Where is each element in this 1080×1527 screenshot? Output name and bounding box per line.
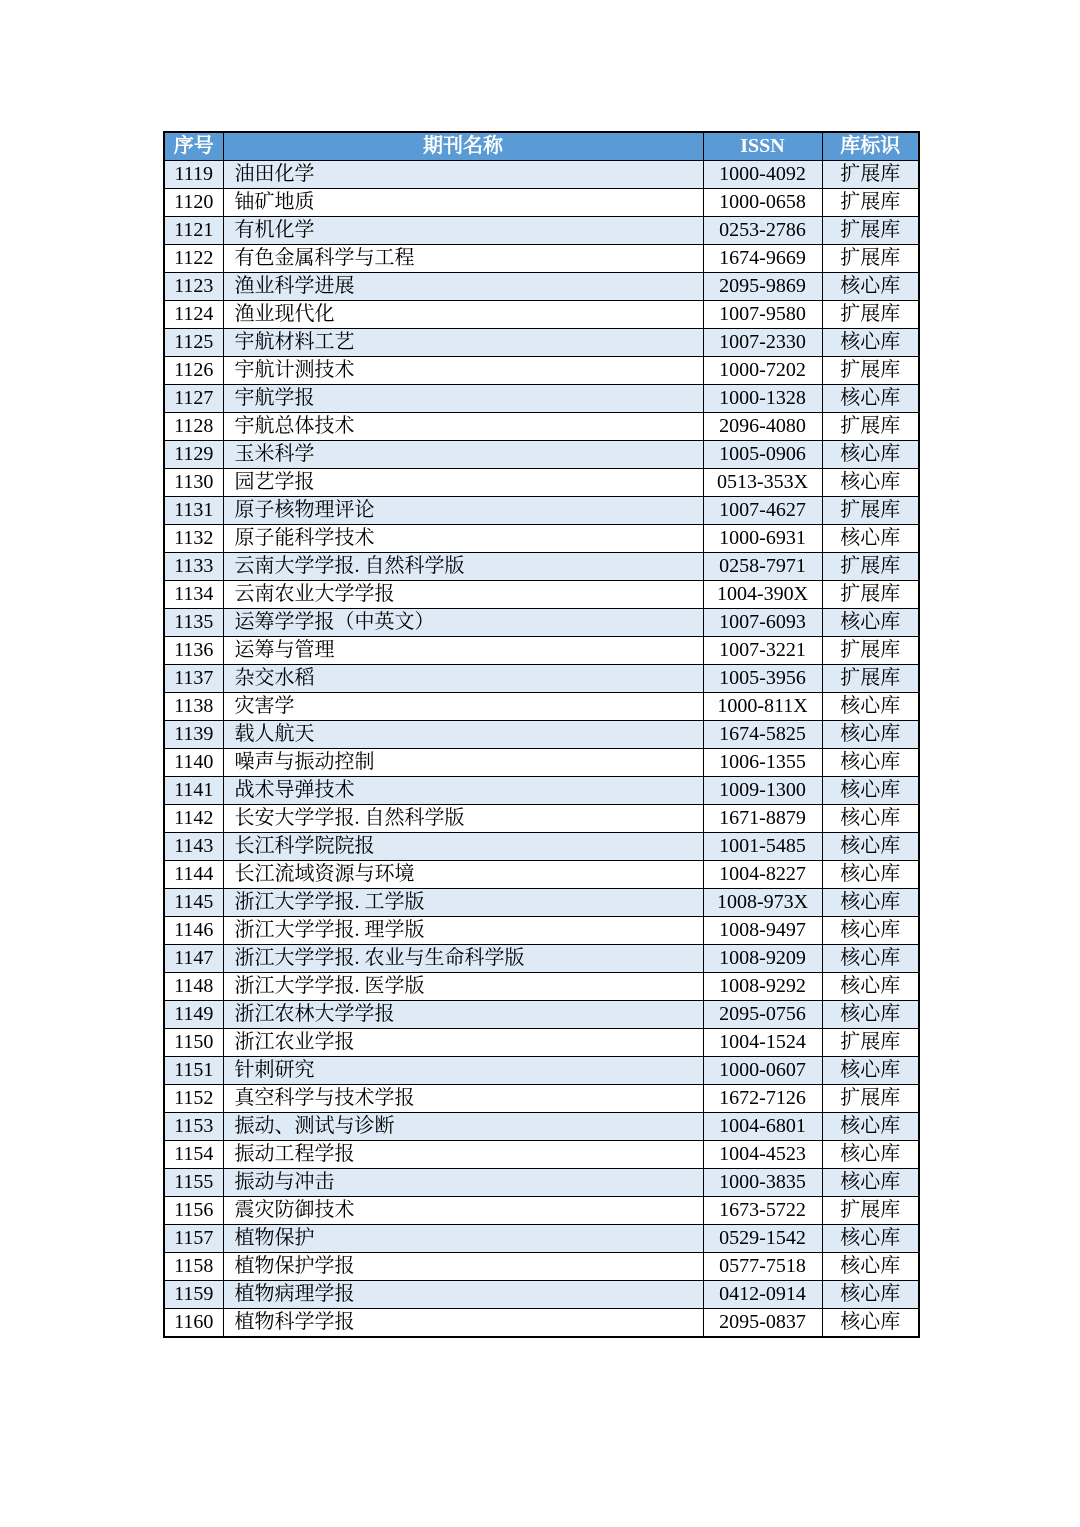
serial-number-cell: 1140 <box>164 749 223 777</box>
table-row <box>164 1309 919 1338</box>
serial-number-cell: 1119 <box>164 161 223 189</box>
issn-cell: 1007-6093 <box>703 609 822 637</box>
db-flag-cell: 核心库 <box>822 917 919 945</box>
serial-number-cell: 1138 <box>164 693 223 721</box>
table-row <box>164 413 919 441</box>
db-flag-cell: 扩展库 <box>822 581 919 609</box>
serial-number-cell: 1142 <box>164 805 223 833</box>
table-row <box>164 357 919 385</box>
journal-name-cell: 浙江农业学报 <box>223 1029 703 1057</box>
issn-cell: 0529-1542 <box>703 1225 822 1253</box>
db-flag-cell: 核心库 <box>822 1001 919 1029</box>
journal-name-cell: 运筹学学报（中英文） <box>223 609 703 637</box>
table-row <box>164 1253 919 1281</box>
issn-cell: 1008-9209 <box>703 945 822 973</box>
serial-number-cell: 1131 <box>164 497 223 525</box>
table-row <box>164 693 919 721</box>
issn-cell: 2095-9869 <box>703 273 822 301</box>
db-flag-cell: 扩展库 <box>822 301 919 329</box>
serial-number-cell: 1156 <box>164 1197 223 1225</box>
issn-cell: 1000-811X <box>703 693 822 721</box>
serial-number-cell: 1158 <box>164 1253 223 1281</box>
db-flag-cell: 核心库 <box>822 749 919 777</box>
journal-name-cell: 有机化学 <box>223 217 703 245</box>
issn-cell: 1005-3956 <box>703 665 822 693</box>
serial-number-cell: 1154 <box>164 1141 223 1169</box>
db-flag-cell: 核心库 <box>822 1113 919 1141</box>
serial-number-cell: 1136 <box>164 637 223 665</box>
table-row <box>164 189 919 217</box>
issn-cell: 1004-4523 <box>703 1141 822 1169</box>
table-row <box>164 777 919 805</box>
table-row <box>164 525 919 553</box>
serial-number-cell: 1159 <box>164 1281 223 1309</box>
table-row <box>164 945 919 973</box>
serial-number-cell: 1126 <box>164 357 223 385</box>
db-flag-cell: 核心库 <box>822 1309 919 1338</box>
journal-name-cell: 运筹与管理 <box>223 637 703 665</box>
table-row <box>164 1281 919 1309</box>
issn-cell: 2095-0756 <box>703 1001 822 1029</box>
table-row <box>164 609 919 637</box>
issn-cell: 1000-1328 <box>703 385 822 413</box>
issn-cell: 2095-0837 <box>703 1309 822 1338</box>
db-flag-cell: 扩展库 <box>822 1197 919 1225</box>
db-flag-cell: 扩展库 <box>822 357 919 385</box>
db-flag-cell: 核心库 <box>822 1141 919 1169</box>
db-flag-cell: 扩展库 <box>822 665 919 693</box>
db-flag-cell: 扩展库 <box>822 1085 919 1113</box>
journal-name-cell: 宇航材料工艺 <box>223 329 703 357</box>
serial-number-cell: 1125 <box>164 329 223 357</box>
table-row <box>164 749 919 777</box>
serial-number-cell: 1152 <box>164 1085 223 1113</box>
table-row <box>164 553 919 581</box>
issn-cell: 1008-973X <box>703 889 822 917</box>
db-flag-cell: 扩展库 <box>822 189 919 217</box>
db-flag-cell: 核心库 <box>822 889 919 917</box>
db-flag-cell: 核心库 <box>822 945 919 973</box>
issn-cell: 2096-4080 <box>703 413 822 441</box>
db-flag-cell: 核心库 <box>822 1253 919 1281</box>
journal-name-cell: 振动与冲击 <box>223 1169 703 1197</box>
serial-number-cell: 1128 <box>164 413 223 441</box>
issn-cell: 1007-3221 <box>703 637 822 665</box>
column-header-serial: 序号 <box>164 132 223 161</box>
journal-name-cell: 宇航计测技术 <box>223 357 703 385</box>
db-flag-cell: 扩展库 <box>822 245 919 273</box>
journal-table <box>163 131 920 1338</box>
journal-name-cell: 云南大学学报. 自然科学版 <box>223 553 703 581</box>
table-row <box>164 917 919 945</box>
journal-name-cell: 植物保护学报 <box>223 1253 703 1281</box>
issn-cell: 1007-2330 <box>703 329 822 357</box>
table-body <box>164 161 919 1338</box>
issn-cell: 1004-8227 <box>703 861 822 889</box>
table-row <box>164 665 919 693</box>
db-flag-cell: 扩展库 <box>822 161 919 189</box>
serial-number-cell: 1146 <box>164 917 223 945</box>
column-header-db-flag: 库标识 <box>822 132 919 161</box>
issn-cell: 1674-9669 <box>703 245 822 273</box>
table-row <box>164 441 919 469</box>
serial-number-cell: 1150 <box>164 1029 223 1057</box>
db-flag-cell: 核心库 <box>822 861 919 889</box>
issn-cell: 1000-7202 <box>703 357 822 385</box>
serial-number-cell: 1149 <box>164 1001 223 1029</box>
db-flag-cell: 核心库 <box>822 833 919 861</box>
serial-number-cell: 1141 <box>164 777 223 805</box>
db-flag-cell: 扩展库 <box>822 1029 919 1057</box>
db-flag-cell: 核心库 <box>822 777 919 805</box>
issn-cell: 1004-390X <box>703 581 822 609</box>
serial-number-cell: 1139 <box>164 721 223 749</box>
issn-cell: 1000-0658 <box>703 189 822 217</box>
issn-cell: 1006-1355 <box>703 749 822 777</box>
journal-name-cell: 宇航总体技术 <box>223 413 703 441</box>
journal-name-cell: 长江流域资源与环境 <box>223 861 703 889</box>
serial-number-cell: 1153 <box>164 1113 223 1141</box>
db-flag-cell: 核心库 <box>822 609 919 637</box>
table-row <box>164 1197 919 1225</box>
journal-name-cell: 浙江大学学报. 农业与生命科学版 <box>223 945 703 973</box>
table-row <box>164 581 919 609</box>
issn-cell: 1000-0607 <box>703 1057 822 1085</box>
journal-name-cell: 灾害学 <box>223 693 703 721</box>
serial-number-cell: 1133 <box>164 553 223 581</box>
table-row <box>164 1113 919 1141</box>
journal-name-cell: 载人航天 <box>223 721 703 749</box>
serial-number-cell: 1121 <box>164 217 223 245</box>
table-row <box>164 973 919 1001</box>
journal-name-cell: 植物保护 <box>223 1225 703 1253</box>
serial-number-cell: 1155 <box>164 1169 223 1197</box>
serial-number-cell: 1157 <box>164 1225 223 1253</box>
issn-cell: 0513-353X <box>703 469 822 497</box>
issn-cell: 0258-7971 <box>703 553 822 581</box>
db-flag-cell: 核心库 <box>822 525 919 553</box>
journal-name-cell: 长江科学院院报 <box>223 833 703 861</box>
issn-cell: 0412-0914 <box>703 1281 822 1309</box>
table-row <box>164 217 919 245</box>
db-flag-cell: 核心库 <box>822 805 919 833</box>
issn-cell: 1674-5825 <box>703 721 822 749</box>
serial-number-cell: 1123 <box>164 273 223 301</box>
journal-name-cell: 浙江大学学报. 工学版 <box>223 889 703 917</box>
table-row <box>164 497 919 525</box>
table-row <box>164 1169 919 1197</box>
issn-cell: 1004-6801 <box>703 1113 822 1141</box>
journal-name-cell: 有色金属科学与工程 <box>223 245 703 273</box>
issn-cell: 1000-4092 <box>703 161 822 189</box>
table-row <box>164 1141 919 1169</box>
table-row <box>164 329 919 357</box>
issn-cell: 1007-4627 <box>703 497 822 525</box>
issn-cell: 1007-9580 <box>703 301 822 329</box>
journal-name-cell: 噪声与振动控制 <box>223 749 703 777</box>
issn-cell: 1004-1524 <box>703 1029 822 1057</box>
db-flag-cell: 扩展库 <box>822 217 919 245</box>
table-row <box>164 273 919 301</box>
journal-name-cell: 渔业现代化 <box>223 301 703 329</box>
journal-name-cell: 振动、测试与诊断 <box>223 1113 703 1141</box>
db-flag-cell: 扩展库 <box>822 413 919 441</box>
journal-name-cell: 植物科学学报 <box>223 1309 703 1338</box>
db-flag-cell: 核心库 <box>822 1057 919 1085</box>
serial-number-cell: 1147 <box>164 945 223 973</box>
journal-name-cell: 云南农业大学学报 <box>223 581 703 609</box>
journal-name-cell: 原子能科学技术 <box>223 525 703 553</box>
column-header-issn: ISSN <box>703 132 822 161</box>
serial-number-cell: 1120 <box>164 189 223 217</box>
serial-number-cell: 1130 <box>164 469 223 497</box>
db-flag-cell: 核心库 <box>822 385 919 413</box>
journal-name-cell: 针刺研究 <box>223 1057 703 1085</box>
column-header-journal-name: 期刊名称 <box>223 132 703 161</box>
db-flag-cell: 核心库 <box>822 273 919 301</box>
issn-cell: 1009-1300 <box>703 777 822 805</box>
table-row <box>164 469 919 497</box>
serial-number-cell: 1122 <box>164 245 223 273</box>
table-row <box>164 1001 919 1029</box>
issn-cell: 0577-7518 <box>703 1253 822 1281</box>
db-flag-cell: 核心库 <box>822 329 919 357</box>
journal-name-cell: 油田化学 <box>223 161 703 189</box>
table-row <box>164 1225 919 1253</box>
journal-name-cell: 浙江农林大学学报 <box>223 1001 703 1029</box>
issn-cell: 1005-0906 <box>703 441 822 469</box>
table-row <box>164 385 919 413</box>
journal-name-cell: 战术导弹技术 <box>223 777 703 805</box>
serial-number-cell: 1151 <box>164 1057 223 1085</box>
db-flag-cell: 核心库 <box>822 973 919 1001</box>
table-row <box>164 833 919 861</box>
serial-number-cell: 1132 <box>164 525 223 553</box>
journal-name-cell: 杂交水稻 <box>223 665 703 693</box>
db-flag-cell: 核心库 <box>822 1225 919 1253</box>
table-row <box>164 861 919 889</box>
serial-number-cell: 1148 <box>164 973 223 1001</box>
db-flag-cell: 扩展库 <box>822 497 919 525</box>
serial-number-cell: 1145 <box>164 889 223 917</box>
issn-cell: 0253-2786 <box>703 217 822 245</box>
table-row <box>164 1029 919 1057</box>
db-flag-cell: 核心库 <box>822 469 919 497</box>
table-row <box>164 889 919 917</box>
table-row <box>164 161 919 189</box>
db-flag-cell: 核心库 <box>822 721 919 749</box>
journal-name-cell: 浙江大学学报. 理学版 <box>223 917 703 945</box>
table-row <box>164 805 919 833</box>
table-row <box>164 1057 919 1085</box>
journal-name-cell: 浙江大学学报. 医学版 <box>223 973 703 1001</box>
serial-number-cell: 1127 <box>164 385 223 413</box>
db-flag-cell: 核心库 <box>822 441 919 469</box>
issn-cell: 1000-6931 <box>703 525 822 553</box>
issn-cell: 1000-3835 <box>703 1169 822 1197</box>
journal-name-cell: 玉米科学 <box>223 441 703 469</box>
journal-name-cell: 铀矿地质 <box>223 189 703 217</box>
table-row <box>164 721 919 749</box>
serial-number-cell: 1160 <box>164 1309 223 1338</box>
table-row <box>164 1085 919 1113</box>
table-row <box>164 245 919 273</box>
serial-number-cell: 1144 <box>164 861 223 889</box>
issn-cell: 1673-5722 <box>703 1197 822 1225</box>
journal-name-cell: 震灾防御技术 <box>223 1197 703 1225</box>
serial-number-cell: 1135 <box>164 609 223 637</box>
serial-number-cell: 1137 <box>164 665 223 693</box>
serial-number-cell: 1143 <box>164 833 223 861</box>
journal-name-cell: 原子核物理评论 <box>223 497 703 525</box>
table-header-row <box>164 132 919 161</box>
issn-cell: 1008-9497 <box>703 917 822 945</box>
table-row <box>164 301 919 329</box>
journal-name-cell: 园艺学报 <box>223 469 703 497</box>
issn-cell: 1671-8879 <box>703 805 822 833</box>
journal-name-cell: 植物病理学报 <box>223 1281 703 1309</box>
journal-name-cell: 真空科学与技术学报 <box>223 1085 703 1113</box>
serial-number-cell: 1124 <box>164 301 223 329</box>
issn-cell: 1008-9292 <box>703 973 822 1001</box>
journal-name-cell: 振动工程学报 <box>223 1141 703 1169</box>
db-flag-cell: 核心库 <box>822 693 919 721</box>
serial-number-cell: 1129 <box>164 441 223 469</box>
db-flag-cell: 核心库 <box>822 1169 919 1197</box>
issn-cell: 1672-7126 <box>703 1085 822 1113</box>
db-flag-cell: 扩展库 <box>822 553 919 581</box>
db-flag-cell: 核心库 <box>822 1281 919 1309</box>
serial-number-cell: 1134 <box>164 581 223 609</box>
issn-cell: 1001-5485 <box>703 833 822 861</box>
db-flag-cell: 扩展库 <box>822 637 919 665</box>
journal-name-cell: 宇航学报 <box>223 385 703 413</box>
table-row <box>164 637 919 665</box>
journal-name-cell: 长安大学学报. 自然科学版 <box>223 805 703 833</box>
journal-name-cell: 渔业科学进展 <box>223 273 703 301</box>
